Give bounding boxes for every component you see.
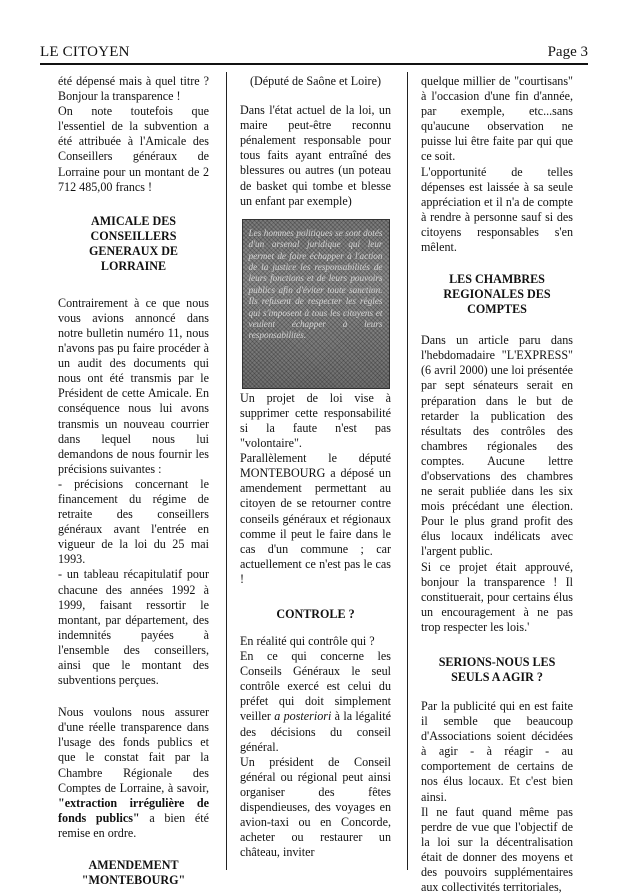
image-caption-text: Les hommes politiques se sont dotés d'un arsenal juridique qui leur permet de faire échapper à l'action de la justice les responsabilités de leurs fonctions et de leurs pouvoirs publics afin d'éviter toute sanction. Ils refusent de respecter les règles qui s'imposent à tous les citoyens et veulent échapper à leurs responsabilités. [248,227,383,341]
paragraph: - précisions concernant le financement du régime de retraite des conseillers généraux avant l'entrée en vigueur de la loi du 25 mai 1993. [58,476,209,567]
paragraph: Il ne faut quand même pas perdre de vue que l'objectif de la loi sur la décentralisation était de donner des moyens et des pouvoirs supplémentaires aux collectivités territoriales, [421,804,573,895]
heading-controle: CONTROLE ? [276,606,355,621]
heading-serions: SERIONS-NOUS LES SEULS A AGIR ? [438,655,556,684]
heading-line: AMENDEMENT [88,858,179,873]
text-run: à la légalité des décisions du conseil général. [240,709,392,754]
paragraph: Si ce projet était approuvé, bonjour la transparence ! Il constituerait, pour certains élus un encouragement à ne pas trop respecter les lois.' [421,559,573,634]
heading-amicale: AMICALE DES CONSEILLERS GENERAUX DE LORRAINE [88,213,179,273]
page-number: Page 3 [547,44,588,60]
newsletter-title: LE CITOYEN [40,44,130,60]
paragraph [240,649,391,755]
paragraph: Contrairement à ce que nous vous avions annoncé dans notre bulletin numéro 11, nous n'avons pas pu faire procéder à un audit des documents qui nous ont été transmis par le Président de cette Amicale. En conséquence nous lui avons transmis un nouveau courrier dans lequel nous lui demandons de nous fournir les précisions suivantes : [58,295,209,476]
paragraph: Par la publicité qui en est faite il semble que beaucoup d'Associations soient décidées à agir - à réagir - au comportement de certains de nos élus locaux. Et c'est bien ainsi. [421,699,573,804]
heading-chambres: LES CHAMBRES REGIONALES DES COMPTES [443,272,551,317]
paragraph: Un président de Conseil général ou régional peut ainsi organiser des fêtes dispendieuses, des voyages en avion-taxi ou en Concorde, acheter ou restaurer un château, inviter [240,754,391,860]
paragraph: quelque millier de "courtisans" à l'occasion d'une fin d'année, par exemple, etc...sans qu'aucune observation ne puisse lui être faite par qui que ce soit. [421,74,573,164]
column-1 [58,74,209,888]
column-3 [421,74,573,895]
text-run: En ce qui concerne les Conseils Généraux le seul contrôle exercé est celui du préfet qui doit simplement veiller [240,649,391,724]
paragraph: Un projet de loi vise à supprimer cette responsabilité si la faute n'est pas "volontaire". [240,390,391,451]
header-rule [40,63,588,65]
paragraph: Dans l'état actuel de la loi, un maire peut-être reconnu pénalement responsable pour tous faits ayant entraîné des blessures ou autres (un poteau de basket qui tombe et blesse un enfant par exemple) [240,103,391,208]
paragraph: été dépensé mais à quel titre ? Bonjour la transparence ! [58,74,209,104]
quote-emphasis: "extraction irrégulière de fonds publics" [58,795,209,825]
italic-term: a posteriori [274,709,332,724]
heading-amendement [58,858,209,888]
column-divider [226,72,227,870]
paragraph: L'opportunité de telles dépenses est laissée à sa seule appréciation et il n'a de compte à rendre à personne sauf si des citoyens responsables s'en mêlent. [421,164,573,255]
paragraph: - un tableau récapitulatif pour chacune des années 1992 à 1999, faisant ressortir le montant, par département, des indemnités payées à l'ensemble des conseillers, ainsi que le montant des subventions perçues. [58,567,209,688]
column-2 [240,74,391,860]
paragraph [58,705,209,841]
paragraph: Parallèlement le député MONTEBOURG a déposé un amendement permettant au citoyen de se retourner contre conseils généraux et régionaux comme il peut le faire dans le cas d'un commune ; car actuellement ce n'est pas le cas ! [240,451,391,586]
text-run: a bien été remise en ordre. [58,810,209,840]
page-header [40,44,588,64]
column-divider [407,72,408,870]
paragraph: En réalité qui contrôle qui ? [240,633,375,648]
heading-line: "MONTEBOURG" [81,873,186,888]
paragraph: Dans un article paru dans l'hebdomadaire "L'EXPRESS" (6 avril 2000) une loi présentée par sept sénateurs serait en préparation dans le but de retarder la publication des résultats des contrôles des chambres régionales des comptes. Aucune lettre d'observations des chambres ne serait publiée dans les six mois précédant une élection. Pour le plus grand profit des élus locaux indélicats avec l'argent public. [421,333,573,559]
paragraph: On note toutefois que l'essentiel de la subvention a été attribuée à l'Amicale des Conseillers généraux de Lorraine pour un montant de 2 712 485,00 francs ! [58,104,209,194]
halftone-image [242,219,390,389]
text-run: Nous voulons nous assurer d'une réelle transparence dans l'usage des fonds publics et que le constat fait par la Chambre Régionale des Comptes de Lorraine, à savoir, [58,705,209,795]
paragraph: (Député de Saône et Loire) [250,74,381,88]
